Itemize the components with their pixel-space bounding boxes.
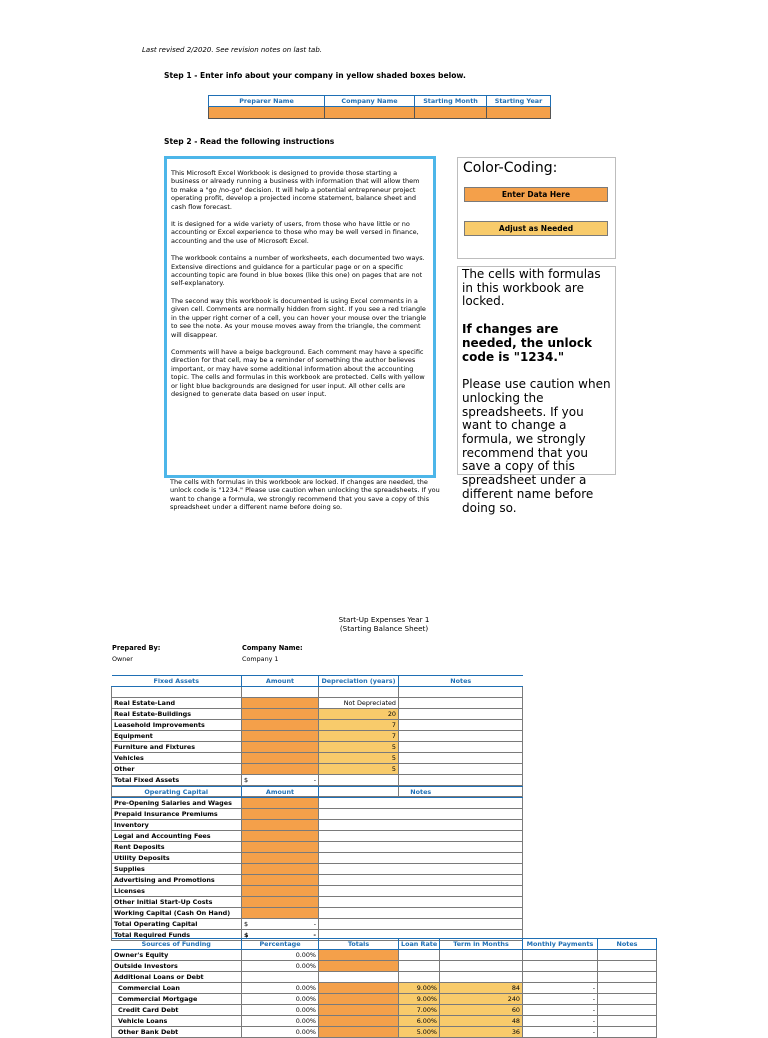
table-cell [112, 687, 242, 698]
table-row [112, 775, 523, 786]
instructions-paragraph: It is designed for a wide variety of users, from those who have little or no accounting or Excel experience to those who may be well versed in finance, accounting and the use of Microsoft Excel. [171, 220, 419, 245]
table-cell: Licenses [112, 886, 242, 897]
table-cell: Furniture and Fixtures [112, 742, 242, 753]
table-cell: Inventory [112, 820, 242, 831]
table-cell: Credit Card Debt [112, 1005, 242, 1016]
table-cell[interactable] [399, 764, 523, 775]
table-cell[interactable] [319, 908, 523, 919]
table-cell [399, 950, 440, 961]
notes-header: Notes [319, 787, 523, 798]
table-row [112, 897, 523, 908]
table-cell[interactable] [319, 983, 399, 994]
table-cell[interactable] [319, 864, 523, 875]
total-operating-capital-label: Total Operating Capital [112, 919, 242, 930]
sheet-subtitle-line: (Starting Balance Sheet) [339, 624, 429, 633]
table-cell[interactable] [319, 897, 523, 908]
table-cell[interactable] [242, 809, 319, 820]
table-row [112, 853, 523, 864]
table-cell: Utility Deposits [112, 853, 242, 864]
table-row [112, 742, 523, 753]
percentage-header: Percentage [242, 939, 319, 950]
table-cell [399, 687, 523, 698]
table-cell[interactable]: 7 [319, 720, 399, 731]
table-cell [319, 775, 399, 786]
company-name-value: Company 1 [242, 655, 279, 663]
table-cell[interactable] [399, 720, 523, 731]
monthly-payments-header: Monthly Payments [523, 939, 598, 950]
table-cell: - [523, 994, 598, 1005]
lock-note-text [462, 268, 612, 515]
table-cell: - [523, 1005, 598, 1016]
company-info-table [208, 95, 551, 119]
adjust-swatch: Adjust as Needed [464, 221, 608, 236]
table-cell[interactable] [319, 820, 523, 831]
table-cell: $ - [242, 919, 319, 930]
table-row [112, 919, 523, 930]
table-cell: Pre-Opening Salaries and Wages [112, 798, 242, 809]
step1-heading: Step 1 - Enter info about your company in yellow shaded boxes below. [164, 71, 466, 80]
table-cell[interactable] [319, 994, 399, 1005]
table-cell[interactable] [399, 709, 523, 720]
prepared-by-label: Prepared By: [112, 644, 161, 652]
table-row [112, 831, 523, 842]
table-cell [319, 919, 523, 930]
table-cell [399, 961, 440, 972]
table-cell: $ - [242, 775, 319, 786]
table-cell: Rent Deposits [112, 842, 242, 853]
table-cell: - [523, 1027, 598, 1038]
table-cell: Leasehold Improvements [112, 720, 242, 731]
table-cell: Vehicles [112, 753, 242, 764]
table-cell [598, 972, 657, 983]
table-cell[interactable]: 5.00% [399, 1027, 440, 1038]
table-cell: Prepaid Insurance Premiums [112, 809, 242, 820]
table-row [112, 798, 523, 809]
lock-note-paragraph: The cells with formulas in this workbook are locked. [462, 267, 601, 309]
table-cell[interactable] [242, 742, 319, 753]
table-cell[interactable]: 9.00% [399, 983, 440, 994]
table-cell[interactable] [399, 753, 523, 764]
totals-header: Totals [319, 939, 399, 950]
table-row [112, 950, 657, 961]
table-cell: Supplies [112, 864, 242, 875]
operating-capital-table [111, 786, 523, 941]
notes-header: Notes [598, 939, 657, 950]
table-cell [523, 972, 598, 983]
table-cell: Other [112, 764, 242, 775]
preparer-name-header: Preparer Name [209, 96, 325, 107]
table-cell[interactable] [242, 709, 319, 720]
table-cell: 0.00% [242, 1016, 319, 1027]
table-cell[interactable] [399, 698, 523, 709]
table-row [112, 687, 523, 698]
table-cell [598, 1005, 657, 1016]
table-row [112, 698, 523, 709]
table-cell[interactable]: 5 [319, 764, 399, 775]
instructions-paragraph: This Microsoft Excel Workbook is designed to provide those starting a business or already running a business with information that will allow them to make a "go /no-go" decision. It will help a potential entrepreneur project operating profit, develop a projected income statement, balance sheet and cash flow forecast. [171, 169, 420, 211]
table-cell: Not Depreciated [319, 698, 399, 709]
table-cell: 0.00% [242, 961, 319, 972]
table-cell[interactable]: 36 [440, 1027, 523, 1038]
table-row [112, 886, 523, 897]
table-row [112, 842, 523, 853]
table-row [112, 961, 657, 972]
table-cell[interactable] [242, 831, 319, 842]
starting-year-header: Starting Year [487, 96, 551, 107]
table-cell[interactable] [319, 1005, 399, 1016]
table-cell[interactable] [242, 886, 319, 897]
table-row [112, 1005, 657, 1016]
table-cell[interactable] [319, 886, 523, 897]
table-cell: - [523, 1016, 598, 1027]
table-cell [440, 961, 523, 972]
table-cell[interactable] [242, 698, 319, 709]
table-cell: 0.00% [242, 983, 319, 994]
table-cell[interactable] [399, 731, 523, 742]
sheet-title-line: Start-Up Expenses Year 1 [338, 615, 430, 624]
table-cell: 0.00% [242, 950, 319, 961]
instructions-paragraph: The workbook contains a number of worksheets, each documented two ways. Extensive directions and guidance for a particular page or on a specific accounting topic are found in blue boxes (like this one) on pages that are not self-explanatory. [171, 254, 425, 288]
company-name-header: Company Name [325, 96, 415, 107]
table-cell [598, 1027, 657, 1038]
table-row [112, 731, 523, 742]
table-cell[interactable] [319, 809, 523, 820]
table-cell[interactable] [319, 798, 523, 809]
table-row [112, 908, 523, 919]
table-cell[interactable] [319, 961, 399, 972]
instructions-paragraph: The second way this workbook is documented is using Excel comments in a given cell. Comments are normally hidden from sight. If you see a red triangle in the upper right corner of a cell, you can hover your mouse over the triangle to see the note. As your mouse moves away from the triangle, the comment will disappear. [171, 296, 427, 339]
table-cell[interactable] [319, 853, 523, 864]
loan-rate-header: Loan Rate [399, 939, 440, 950]
total-fixed-assets-label: Total Fixed Assets [112, 775, 242, 786]
total-required-funds-label: Total Required Funds [112, 930, 242, 941]
table-cell [399, 972, 440, 983]
table-row [112, 764, 523, 775]
table-cell[interactable] [242, 908, 319, 919]
table-row [112, 875, 523, 886]
table-cell[interactable] [319, 1016, 399, 1027]
table-cell [598, 983, 657, 994]
table-cell[interactable] [242, 897, 319, 908]
starting-month-header: Starting Month [415, 96, 487, 107]
table-cell: Legal and Accounting Fees [112, 831, 242, 842]
table-cell[interactable]: 5 [319, 753, 399, 764]
table-cell[interactable] [242, 853, 319, 864]
table-cell: Commercial Loan [112, 983, 242, 994]
table-cell [319, 687, 399, 698]
table-row [112, 720, 523, 731]
locked-cells-note: The cells with formulas in this workbook are locked. If changes are needed, the unlock code is "1234." Please use caution when unlocking the spreadsheets. If you want to change a formula, we strongly recommend that you save a copy of this spreadsheet under a different name before doing so. [170, 478, 440, 512]
table-cell [319, 972, 399, 983]
table-cell [440, 950, 523, 961]
table-cell[interactable]: 240 [440, 994, 523, 1005]
table-cell[interactable] [242, 731, 319, 742]
table-cell: Vehicle Loans [112, 1016, 242, 1027]
table-row [112, 994, 657, 1005]
table-cell: Real Estate-Land [112, 698, 242, 709]
table-row [112, 972, 657, 983]
table-cell [523, 950, 598, 961]
instructions-paragraph: Comments will have a beige background. Each comment may have a specific direction for that cell, may be a reminder of something the author believes important, or may have some additional information about the accounting topic. The cells and formulas in this workbook are protected. Cells with yellow or light blue backgrounds are designed for user input. All other cells are designed to generate data based on user input. [171, 347, 425, 398]
table-cell [399, 775, 523, 786]
company-name-input[interactable] [325, 107, 415, 119]
color-coding-title: Color-Coding: [463, 160, 558, 176]
table-row [112, 820, 523, 831]
table-cell[interactable]: 84 [440, 983, 523, 994]
table-cell[interactable] [242, 753, 319, 764]
table-cell[interactable]: 9.00% [399, 994, 440, 1005]
instructions-box [164, 156, 436, 478]
table-cell[interactable]: 7.00% [399, 1005, 440, 1016]
table-cell: Equipment [112, 731, 242, 742]
table-cell: Commercial Mortgage [112, 994, 242, 1005]
table-cell[interactable] [319, 1027, 399, 1038]
table-cell[interactable]: 20 [319, 709, 399, 720]
table-cell[interactable] [242, 798, 319, 809]
table-cell[interactable] [319, 875, 523, 886]
table-cell[interactable]: 48 [440, 1016, 523, 1027]
operating-capital-header: Operating Capital [112, 787, 242, 798]
table-cell: Outside Investors [112, 961, 242, 972]
preparer-name-input[interactable] [209, 107, 325, 119]
table-cell [598, 1016, 657, 1027]
table-cell [598, 994, 657, 1005]
table-cell[interactable]: 6.00% [399, 1016, 440, 1027]
table-cell[interactable] [242, 764, 319, 775]
table-cell: $ - [242, 930, 319, 941]
table-cell: - [523, 983, 598, 994]
lock-note-paragraph: Please use caution when unlocking the spreadsheets. If you want to change a formula, we strongly recommend that you save a copy of this spreadsheet under a different name before doing so. [462, 377, 611, 515]
amount-header: Amount [242, 787, 319, 798]
table-cell[interactable] [242, 720, 319, 731]
fixed-assets-table [111, 675, 523, 797]
sources-of-funding-header: Sources of Funding [112, 939, 242, 950]
table-cell[interactable]: 60 [440, 1005, 523, 1016]
table-cell[interactable]: 7 [319, 731, 399, 742]
table-cell [523, 961, 598, 972]
table-cell: Working Capital (Cash On Hand) [112, 908, 242, 919]
table-cell: Other Initial Start-Up Costs [112, 897, 242, 908]
table-row [112, 1016, 657, 1027]
table-cell: 0.00% [242, 1005, 319, 1016]
revision-note: Last revised 2/2020. See revision notes on last tab. [142, 46, 323, 54]
table-cell: 0.00% [242, 994, 319, 1005]
table-cell[interactable] [319, 831, 523, 842]
table-cell [242, 687, 319, 698]
table-row [112, 709, 523, 720]
table-cell: 0.00% [242, 1027, 319, 1038]
table-cell [242, 972, 319, 983]
term-header: Term in Months [440, 939, 523, 950]
funding-table [111, 938, 657, 1038]
table-row [112, 1027, 657, 1038]
notes-header: Notes [399, 676, 523, 687]
table-cell: Other Bank Debt [112, 1027, 242, 1038]
unlock-code-paragraph: If changes are needed, the unlock code is "1234." [462, 322, 593, 364]
table-cell[interactable] [399, 742, 523, 753]
table-cell[interactable] [319, 842, 523, 853]
color-coding-box [457, 157, 616, 259]
prepared-by-value: Owner [112, 655, 133, 663]
table-cell[interactable] [242, 875, 319, 886]
step2-heading: Step 2 - Read the following instructions [164, 137, 335, 146]
sheet-title [300, 615, 468, 633]
amount-header: Amount [242, 676, 319, 687]
depreciation-header: Depreciation (years) [319, 676, 399, 687]
table-cell: Additional Loans or Debt [112, 972, 242, 983]
starting-month-input[interactable] [415, 107, 487, 119]
table-cell [598, 950, 657, 961]
table-row [112, 864, 523, 875]
table-row [112, 983, 657, 994]
fixed-assets-header: Fixed Assets [112, 676, 242, 687]
table-cell[interactable] [242, 842, 319, 853]
company-name-label: Company Name: [242, 644, 303, 652]
table-cell [598, 961, 657, 972]
table-cell[interactable] [319, 950, 399, 961]
enter-data-swatch: Enter Data Here [464, 187, 608, 202]
table-cell: Advertising and Promotions [112, 875, 242, 886]
starting-year-input[interactable] [487, 107, 551, 119]
table-cell [440, 972, 523, 983]
table-cell[interactable] [242, 820, 319, 831]
table-row [112, 753, 523, 764]
table-row [112, 809, 523, 820]
table-cell[interactable] [242, 864, 319, 875]
table-cell: Owner's Equity [112, 950, 242, 961]
table-cell[interactable]: 5 [319, 742, 399, 753]
table-cell: Real Estate-Buildings [112, 709, 242, 720]
